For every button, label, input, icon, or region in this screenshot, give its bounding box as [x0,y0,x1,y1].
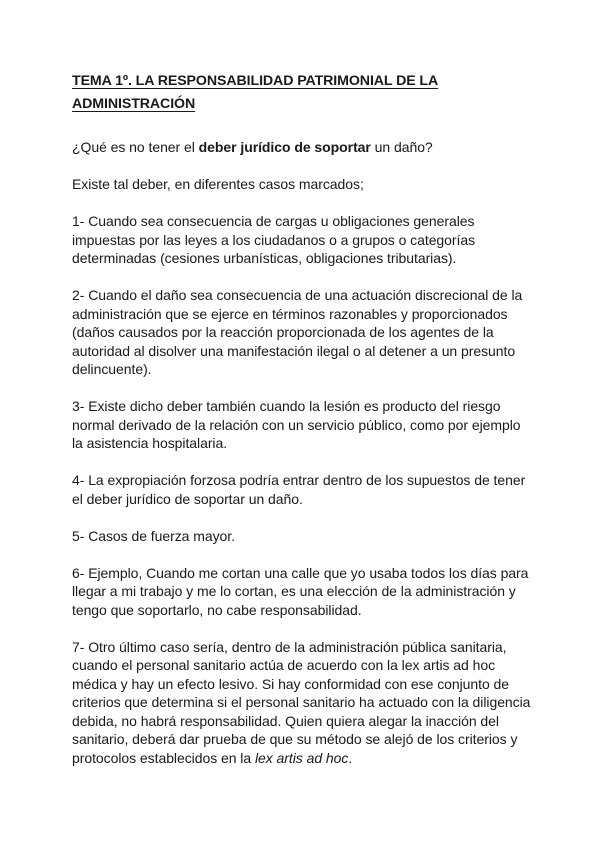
document-page [72,70,532,786]
intro-paragraph: Existe tal deber, en diferentes casos marcados; [72,176,364,192]
title-line-2: ADMINISTRACIÓN [72,96,196,112]
list-item-6: 6- Ejemplo, Cuando me cortan una calle que yo usaba todos los días para llegar a mi trabajo y me lo cortan, es una elección de la administración y tengo que soportarlo, no cabe responsabilidad. [72,564,529,618]
list-item-1: 1- Cuando sea consecuencia de cargas u obligaciones generales impuestas por las leyes a los ciudadanos o a grupos o categorías determinadas (cesiones urbanísticas, obligaciones tributarias). [72,213,476,266]
question-after: un daño? [370,139,433,155]
question-bold: deber jurídico de soportar [198,139,371,155]
list-item-7 [72,638,532,768]
document-title [72,70,532,116]
list-item-7-italic: lex artis ad hoc [254,749,349,766]
title-line-1: TEMA 1º. LA RESPONSABILIDAD PATRIMONIAL DE LA [72,73,439,89]
list-item-3: 3- Existe dicho deber también cuando la lesión es producto del riesgo normal derivado de la relación con un servicio público, como por ejemplo la asistencia hospitalaria. [72,398,521,451]
list-item-7-text: 7- Otro último caso sería, dentro de la administración pública sanitaria, cuando el personal sanitario actúa de acuerdo con la lex artis ad hoc médica y hay un efecto lesivo. Si hay conformidad con ese conjunto de criterios que determina si el personal sanitario ha actuado con la diligencia debida, no habrá responsabilidad. Quien quiera alegar la inacción del sanitario, deberá dar prueba de que su método se alejó de los criterios y protocolos establecidos en la [72,638,531,766]
list-item-5: 5- Casos de fuerza mayor. [72,527,235,544]
question-before: ¿Qué es no tener el [72,139,199,155]
question-paragraph [72,138,532,157]
list-item-2: 2- Cuando el daño sea consecuencia de una actuación discrecional de la administración que se ejerce en términos razonables y proporcionados (daños causados por la reacción proporcionada de los agentes de la autoridad al disolver una manifestación ilegal o al detener a un presunto delincuente). [72,287,523,377]
list-item-4: 4- La expropiación forzosa podría entrar dentro de los supuestos de tener el deber jurídico de soportar un daño. [72,472,526,507]
list-item-7-end: . [348,749,353,766]
